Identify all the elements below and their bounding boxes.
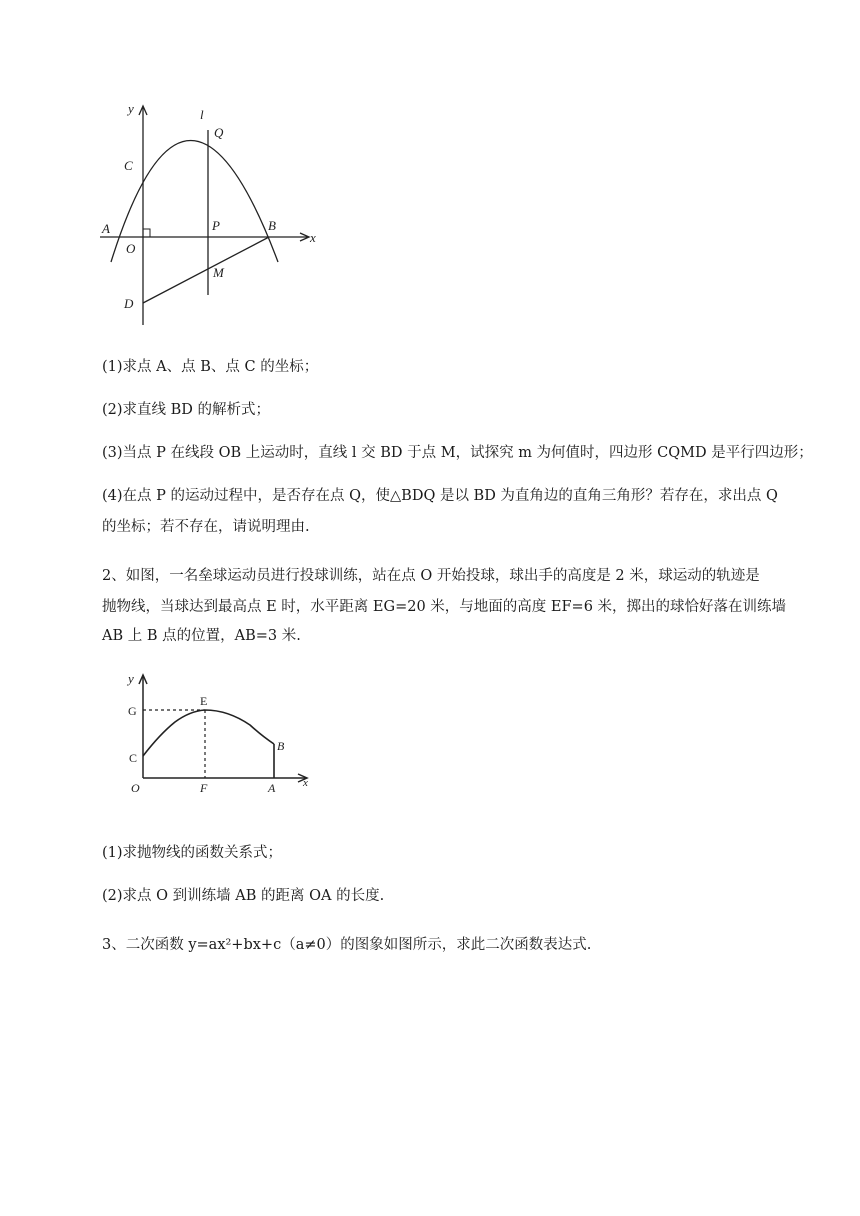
label-q: Q (214, 125, 224, 140)
label-c: C (129, 751, 138, 765)
trajectory (143, 710, 274, 756)
p1-question-3: (3)当点 P 在线段 OB 上运动时，直线 l 交 BD 于点 M，试探究 m 为何值时，四边形 CQMD 是平行四边形； (102, 445, 813, 461)
label-a: A (268, 781, 276, 795)
p1-question-4-line1: (4)在点 P 的运动过程中，是否存在点 Q，使△BDQ 是以 BD 为直角边的直角三角形？若存在，求出点 Q (102, 488, 778, 504)
right-angle-mark (143, 229, 150, 237)
label-e: E (200, 694, 208, 708)
label-x: x (310, 230, 316, 245)
p1-question-1: (1)求点 A、点 B、点 C 的坐标； (102, 359, 319, 375)
p2-question-2: (2)求点 O 到训练墙 AB 的距离 OA 的长度. (102, 888, 385, 904)
p1-question-2: (2)求直线 BD 的解析式； (102, 402, 271, 418)
p2-stem-line3: AB 上 B 点的位置，AB=3 米. (102, 628, 301, 644)
figure-ball-trajectory (120, 672, 320, 812)
p3-stem: 3、二次函数 y=ax²+bx+c（a≠0）的图象如图所示，求此二次函数表达式. (102, 937, 592, 953)
label-b: B (277, 739, 285, 753)
label-m: M (213, 265, 224, 280)
label-g: G (128, 704, 137, 718)
label-c: C (124, 158, 133, 173)
p2-question-1: (1)求抛物线的函数关系式； (102, 845, 283, 861)
p1-question-4-line2: 的坐标；若不存在，请说明理由. (102, 519, 310, 535)
label-x: x (303, 777, 308, 789)
label-a: A (102, 221, 110, 236)
p2-stem-line1: 2、如图，一名垒球运动员进行投球训练，站在点 O 开始投球，球出手的高度是 2 米，球运动的轨迹是 (102, 568, 760, 584)
label-d: D (124, 296, 134, 311)
label-b: B (268, 218, 276, 233)
label-f: F (200, 781, 208, 795)
parabola (111, 141, 278, 263)
p2-stem-line2: 抛物线，当球达到最高点 E 时，水平距离 EG=20 米，与地面的高度 EF=6 米，掷出的球恰好落在训练墙 (102, 599, 787, 615)
label-o: O (126, 241, 136, 256)
label-y: y (128, 672, 134, 686)
segment-bd (143, 237, 269, 303)
label-o: O (131, 781, 140, 795)
label-y: y (128, 101, 134, 116)
label-l: l (200, 107, 204, 122)
figure-parabola-line-bd (95, 98, 330, 330)
label-p: P (212, 218, 220, 233)
